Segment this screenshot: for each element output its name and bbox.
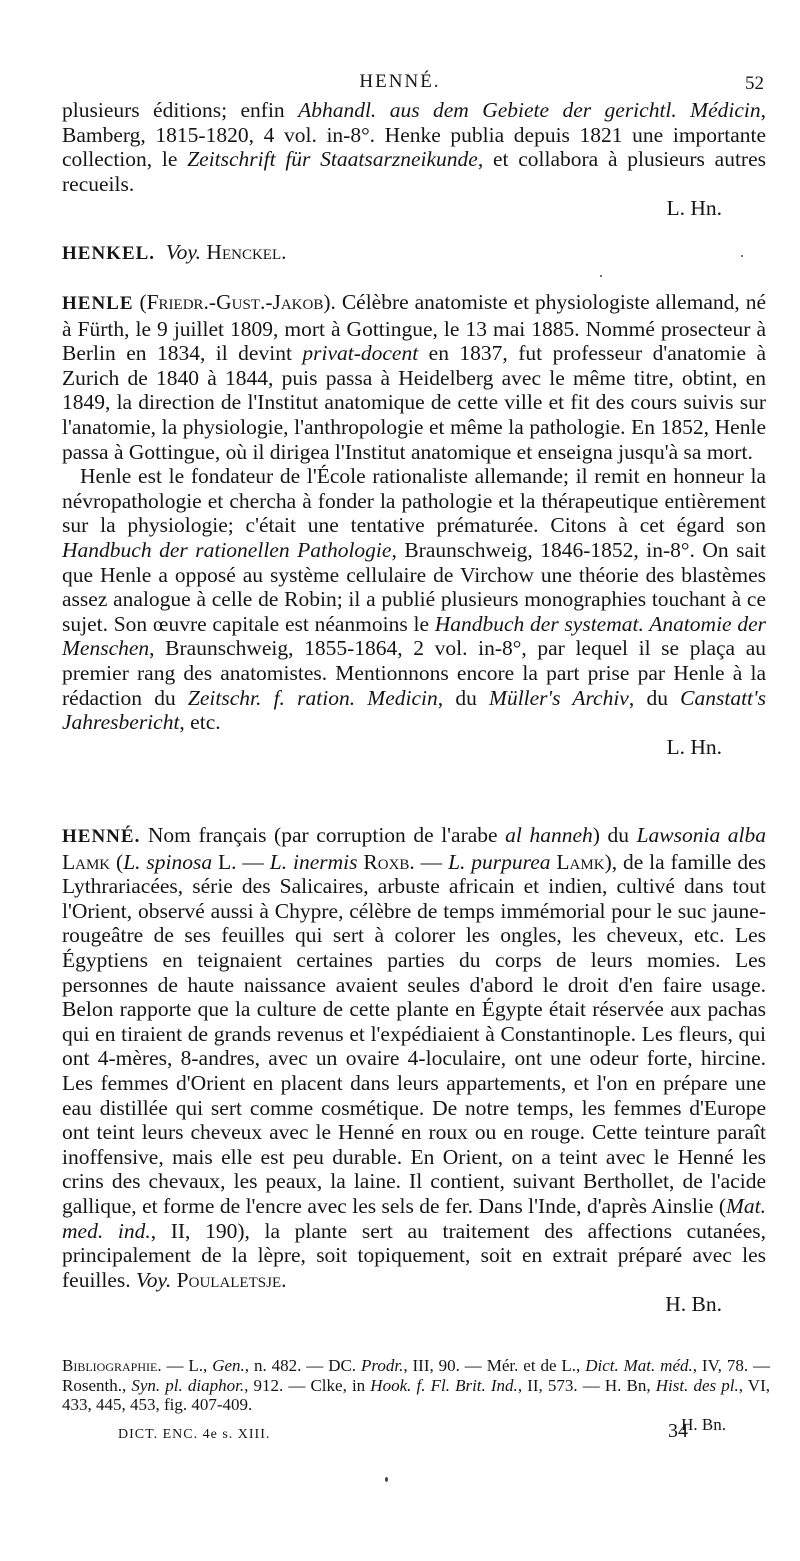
- species-name: L. spinosa: [123, 849, 213, 874]
- text-run: , Braunschweig, 1855-1864, 2 vol. in-8°, par lequel il se plaça au premier rang des anatomistes. Mentionnons encore la part prise par Henle à la rédaction du: [62, 636, 766, 710]
- page-footer: [118, 1420, 688, 1448]
- henle-entry: [62, 290, 766, 759]
- italic-title: Mat. med. ind.: [62, 1193, 766, 1243]
- italic-title: Canstatt's Jahresbericht: [62, 685, 766, 735]
- species-name: L. inermis: [269, 849, 358, 874]
- text-run: , etc.: [179, 710, 221, 735]
- henke-entry-continued: [62, 98, 766, 221]
- voy-label: Voy.: [136, 1267, 172, 1292]
- text-run: plusieurs éditions; enfin: [62, 98, 299, 122]
- author-abbrev: Lamk: [62, 849, 111, 874]
- author-signature: L. Hn.: [666, 196, 722, 221]
- volume-signature: DICT. ENC. 4e s. XIII.: [118, 1427, 271, 1442]
- text-run: ) du: [592, 823, 637, 847]
- text-run: — L.,: [161, 1356, 213, 1375]
- italic-title: Handbuch der systemat. Anatomie der Menschen: [62, 611, 766, 661]
- italic-title: Hook. f. Fl. Brit. Ind.: [370, 1375, 518, 1395]
- author-signature: H. Bn.: [665, 1292, 722, 1317]
- text-run: —: [414, 849, 449, 874]
- voy-label: Voy.: [165, 240, 202, 264]
- author-signature: H. Bn.: [681, 1414, 726, 1434]
- text-run: (: [110, 849, 124, 874]
- italic-title: Gen.: [212, 1356, 245, 1375]
- text-run: Célèbre anatomiste et physiologiste allemand, né à Fürth, le 9 juillet 1809, mort à Gottingue, le 13 mai 1885. Nommé prosecteur à Berlin en 1834, il devint: [62, 290, 766, 366]
- author-abbrev: Roxb.: [357, 849, 415, 874]
- text-run: , VI, 433, 445, 453, fig. 407-409.: [62, 1375, 770, 1414]
- text-run: en 1837, fut professeur d'anatomie à Zurich de 1840 à 1844, puis passa à Heidelberg avec le même titre, obtint, en 1849, la direction de l'Institut anatomique de cette ville et fit des cours suivis sur l'anatomie, la physiologie, l'anthropologie et même la pathologie. En 1852, Henle passa à Gottingue, où il dirigea l'Institut anatomique et enseigna jusqu'à sa mort.: [62, 341, 766, 464]
- text-run: , du: [628, 685, 681, 710]
- italic-title: Dict. Mat. méd.: [585, 1356, 693, 1375]
- italic-title: Hist. des pl.: [655, 1375, 739, 1395]
- entry-headword: HENNÉ.: [62, 826, 141, 847]
- running-head: HENNÉ.: [359, 71, 441, 92]
- text-run: , II, 190), la plante sert au traitement des affections cutanées, principalement de la lèpre, soit topiquement, soit en extrait préparé avec les feuilles.: [62, 1218, 767, 1292]
- italic-title: Prodr.: [360, 1356, 404, 1375]
- sheet-number: 34: [668, 1420, 688, 1442]
- italic-title: Syn. pl. diaphor.: [131, 1375, 245, 1395]
- entry-headword: HENKEL.: [62, 243, 156, 264]
- italic-title: Abhandl. aus dem Gebiete der gerichtl. Médicin: [298, 98, 761, 122]
- scan-speck: [741, 255, 743, 257]
- author-signature: L. Hn.: [666, 734, 722, 759]
- text-run: , IV, 78. — Rosenth.,: [62, 1356, 770, 1395]
- text-run: Braunschweig, 1846-1852, in-8°. On sait que Henle a opposé au système cellulaire de Virchow une théorie des blastèmes assez analogue à celle de Robin; il a publié plusieurs monographies touchant à ce sujet. Son œuvre capitale est néanmoins le: [62, 537, 767, 636]
- italic-title: Handbuch der rationellen Pathologie,: [62, 537, 397, 562]
- text-run: , Bamberg, 1815-1820, 4 vol. in-8°. Henke publia depuis 1821 une importante collection, le: [62, 98, 766, 172]
- cross-reference: Henckel.: [206, 240, 287, 264]
- author-abbrev: Lamk: [550, 849, 605, 874]
- species-name: Lawsonia alba: [636, 823, 766, 847]
- scan-speck: [600, 275, 602, 277]
- text-run: , du: [437, 685, 490, 710]
- bibliography-label: Bibliographie.: [62, 1356, 162, 1375]
- page-number: 52: [745, 73, 764, 94]
- italic-title: Zeitschrift für Staatsarzneikunde: [187, 147, 478, 172]
- text-run: , III, 90. — Mér. et de L.,: [403, 1356, 586, 1375]
- text-run: ), de la famille des Lythrariacées, série des Salicaires, arbuste africain et indien, cultivé dans tout l'Orient, observé aussi à Chypre, célèbre de temps immémorial pour le suc jaune-rougeâtre de ses feuilles qui sert à colorer les ongles, les cheveux, etc. Les Égyptiens en teignaient certaines parties du corps de leurs momies. Les personnes de haute naissance avaient seules d'abord le droit d'en faire usage. Belon rapporte que la culture de cette plante en Égypte était réservée aux pachas qui en tiraient de grands revenus et l'expédiaient à Constantinople. Les fleurs, qui ont 4-mères, 8-andres, avec un ovaire 4-loculaire, ont une odeur forte, hircine. Les femmes d'Orient en placent dans leurs appartements, et l'on en prépare une eau distillée qui sert comme cosmétique. De notre temps, les femmes d'Europe ont teint leurs cheveux avec le Henné en roux ou en rouge. Cette teinture paraît inoffensive, mais elle est peu durable. En Orient, on a teint avec le Henné les crins des chevaux, les peaux, la laine. Il contient, suivant Berthollet, de l'acide gallique, et forme de l'encre avec les sels de fer. Dans l'Inde, d'après Ainslie (: [62, 849, 766, 1218]
- text-run: , n. 482. — DC.: [244, 1356, 361, 1375]
- given-names: (Friedr.-Gust.-Jakob).: [139, 290, 336, 314]
- entry-headword: HENLE: [62, 293, 134, 314]
- cross-reference: Poulaletsje.: [171, 1267, 287, 1292]
- italic-title: Zeitschr. f. ration. Medicin: [187, 685, 438, 710]
- italic-term: privat-docent: [302, 341, 419, 366]
- text-run: Nom français (par corruption de l'arabe: [140, 823, 506, 847]
- text-run: , II, 573. — H. Bn,: [517, 1375, 656, 1395]
- text-run: Henle est le fondateur de l'École rationaliste allemande; il remit en honneur la névropathologie et chercha à fonder la pathologie et la thérapeutique entièrement sur la physiologie; c'était une tentative prématurée. Citons à cet égard son: [62, 464, 766, 538]
- species-name: L. purpurea: [448, 849, 551, 874]
- scan-speck: [385, 1477, 388, 1482]
- italic-title: Müller's Archiv: [489, 685, 629, 710]
- henne-entry: [62, 823, 766, 1317]
- italic-term: al hanneh: [505, 823, 593, 847]
- text-run: L. —: [212, 849, 270, 874]
- text-run: , et collabora à plusieurs autres recueils.: [62, 147, 767, 196]
- text-run: , 912. — Clke, in: [244, 1375, 371, 1395]
- henkel-entry: [62, 240, 766, 267]
